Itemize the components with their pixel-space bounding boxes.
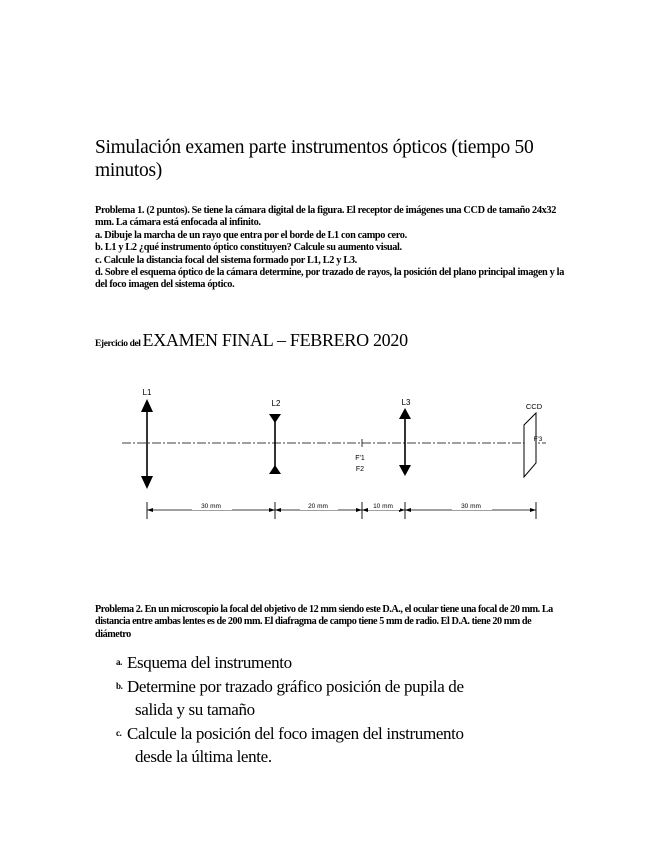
item-a-marker: a. [116,657,123,667]
exercise-heading [95,330,408,351]
item-b-line2: salida y su tamaño [135,700,255,719]
document-title: Simulación examen parte instrumentos ópticos (tiempo 50 minutos) [95,137,534,181]
ccd-label: CCD [525,402,543,411]
exercise-prefix: Ejercicio del [95,339,141,349]
distance-1: 30 mm [201,503,221,510]
lens-l1-label: L1 [142,388,152,397]
focus-f2-label: F2 [355,466,365,473]
focus-f3-label: F'3 [533,436,543,443]
distance-4: 30 mm [461,503,481,510]
item-c-line2: desde la última lente. [135,747,272,766]
dimension-lines [147,502,536,519]
item-b-line1: Determine por trazado gráfico posición de pupila de [127,677,464,696]
exam-name: EXAMEN FINAL – FEBRERO 2020 [142,330,408,350]
problem-2-statement: Problema 2. En un microscopio la focal del objetivo de 12 mm siendo este D.A., el ocular tiene una focal de 20 mm. La distancia entre ambas lentes es de 200 mm. El diafragma de campo tiene 5 mm de radio. El D.A. tiene 20 mm de diámetro [95,604,553,640]
ccd-sensor [524,402,543,477]
lens-l2 [269,399,281,474]
focal-point-marker [355,439,365,473]
item-c-marker: c. [116,728,122,738]
item-b-marker: b. [116,681,123,691]
problem-1-item-a: a. Dibuje la marcha de un rayo que entra por el borde de L1 con campo cero. [95,229,407,241]
lens-l1 [141,388,153,489]
problem-1 [95,205,565,292]
distance-3: 10 mm [373,503,393,510]
problem-2-item-b [116,675,566,721]
camera-optics-diagram [120,385,560,530]
problem-1-item-c: c. Calcule la distancia focal del sistema formado por L1, L2 y L3. [95,254,357,266]
distance-2: 20 mm [308,503,328,510]
focus-f1-label: F'1 [355,455,365,462]
problem-2-item-a [116,651,566,674]
problem-1-statement: Problema 1. (2 puntos). Se tiene la cámara digital de la figura. El receptor de imágenes una CCD de tamaño 24x32 mm. La cámara está enfocada al infinito. [95,205,557,229]
problem-1-item-d: d. Sobre el esquema óptico de la cámara determine, por trazado de rayos, la posición del plano principal imagen y la del foco imagen del sistema óptico. [95,267,564,291]
lens-l2-label: L2 [271,399,281,408]
problem-1-item-b: b. L1 y L2 ¿qué instrumento óptico constituyen? Calcule su aumento visual. [95,242,402,254]
item-c-line1: Calcule la posición del foco imagen del instrumento [127,724,464,743]
lens-l3 [399,398,411,476]
item-a-line1: Esquema del instrumento [127,653,292,672]
lens-l3-label: L3 [401,398,411,407]
problem-2-items [116,651,566,769]
problem-2-item-c [116,722,566,768]
